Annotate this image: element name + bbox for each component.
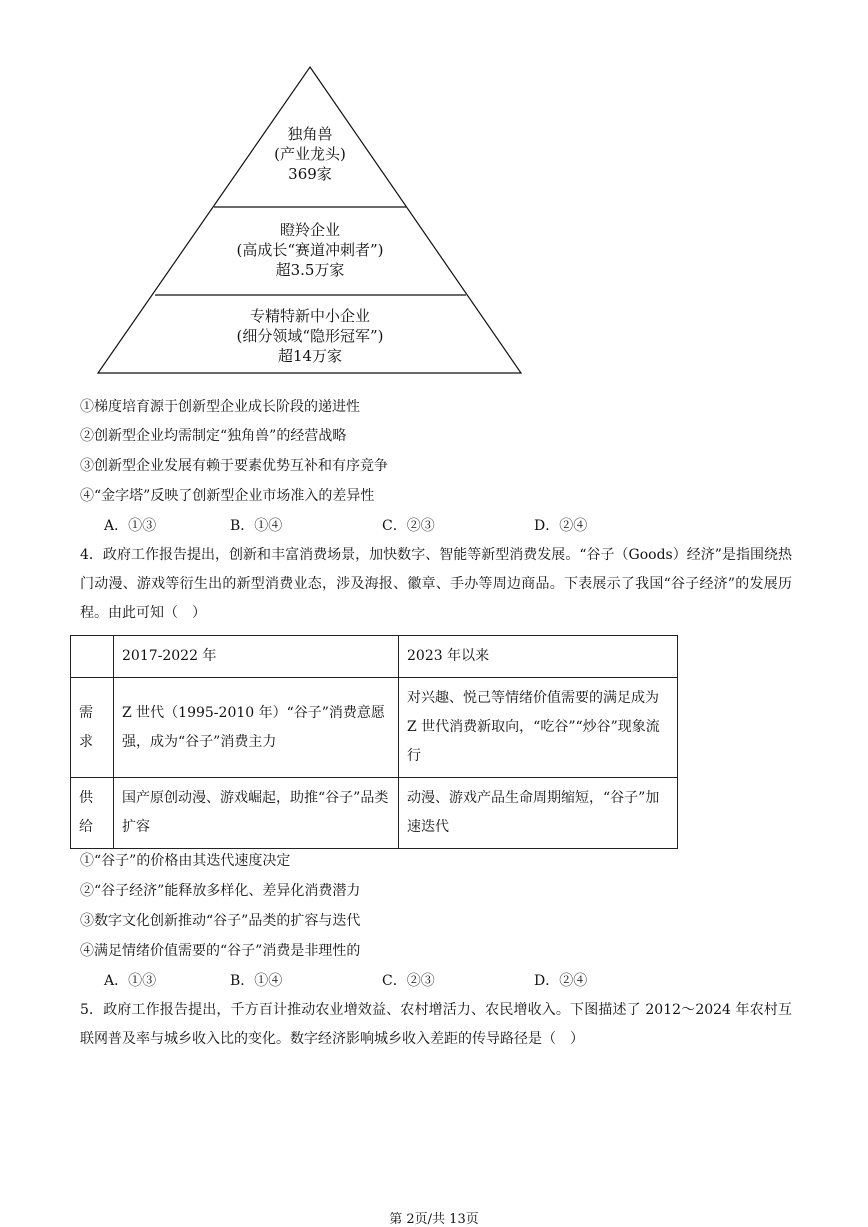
pyramid-middle-tier	[210, 220, 410, 280]
q4-choice-c[interactable]: C．②③	[382, 973, 435, 989]
table-cell: Z 世代（1995-2010 年）“谷子”消费意愿强，成为“谷子”消费主力	[114, 678, 399, 778]
q4-option-3: ③数字文化创新推动“谷子”品类的扩容与迭代	[80, 913, 361, 929]
table-header-cell: 2017-2022 年	[114, 636, 399, 678]
q4-stem: 4．政府工作报告提出，创新和丰富消费场景，加快数字、智能等新型消费发展。“谷子（Goods）经济”是指围绕热门动漫、游戏等衍生出的新型消费业态，涉及海报、徽章、手办等周边商品。下表展示了我国“谷子经济”的发展历程。由此可知（ ）	[80, 547, 792, 621]
table-row-label: 供给	[71, 778, 114, 849]
q3-choice-c[interactable]: C．②③	[382, 518, 435, 534]
tier-name: 专精特新中小企业	[249, 307, 370, 325]
table-header-cell: 2023 年以来	[399, 636, 678, 678]
table-cell: 对兴趣、悦己等情绪价值需要的满足成为 Z 世代消费新取向，“吃谷”“炒谷”现象流行	[399, 678, 678, 778]
table-cell: 动漫、游戏产品生命周期缩短，“谷子”加速迭代	[399, 778, 678, 849]
table-row-label: 需求	[71, 678, 114, 778]
tier-desc: (细分领域“隐形冠军”)	[236, 327, 384, 345]
q4-choice-a[interactable]: A．①③	[104, 973, 157, 989]
q3-choice-a[interactable]: A．①③	[104, 518, 157, 534]
q4-choice-d[interactable]: D．②④	[534, 973, 588, 989]
pyramid-bottom-tier	[210, 306, 410, 366]
tier-desc: (高成长“赛道冲刺者”)	[236, 241, 384, 259]
tier-desc: (产业龙头)	[274, 145, 346, 163]
q3-choice-b[interactable]: B．①④	[230, 518, 283, 534]
q4-option-4: ④满足情绪价值需要的“谷子”消费是非理性的	[80, 943, 361, 959]
tier-count: 超3.5万家	[275, 261, 345, 279]
pyramid-top-tier	[210, 124, 410, 184]
q4-table	[70, 635, 678, 849]
q3-option-1: ①梯度培育源于创新型企业成长阶段的递进性	[80, 399, 360, 415]
q5-stem: 5．政府工作报告提出，千方百计推动农业增效益、农村增活力、农民增收入。下图描述了 2012～2024 年农村互联网普及率与城乡收入比的变化。数字经济影响城乡收入差距的传导路径是（ ）	[80, 1002, 792, 1047]
table-header-cell	[71, 636, 114, 678]
tier-name: 瞪羚企业	[279, 221, 340, 239]
q4-option-2: ②“谷子经济”能释放多样化、差异化消费潜力	[80, 883, 361, 899]
table-row	[71, 678, 678, 778]
table-header-row	[71, 636, 678, 678]
q3-option-4: ④“金字塔”反映了创新型企业市场准入的差异性	[80, 488, 375, 504]
table-cell: 国产原创动漫、游戏崛起，助推“谷子”品类扩容	[114, 778, 399, 849]
page-footer: 第 2页/共 13页	[389, 1212, 479, 1227]
tier-name: 独角兽	[287, 125, 333, 143]
table-row	[71, 778, 678, 849]
q4-choice-b[interactable]: B．①④	[230, 973, 283, 989]
tier-count: 超14万家	[277, 347, 343, 365]
pyramid-diagram	[0, 0, 868, 380]
tier-count: 369家	[288, 165, 332, 183]
q3-choice-d[interactable]: D．②④	[534, 518, 588, 534]
q4-option-1: ①“谷子”的价格由其迭代速度决定	[80, 853, 291, 869]
q3-option-2: ②创新型企业均需制定“独角兽”的经营战略	[80, 428, 347, 444]
q3-option-3: ③创新型企业发展有赖于要素优势互补和有序竞争	[80, 458, 388, 474]
